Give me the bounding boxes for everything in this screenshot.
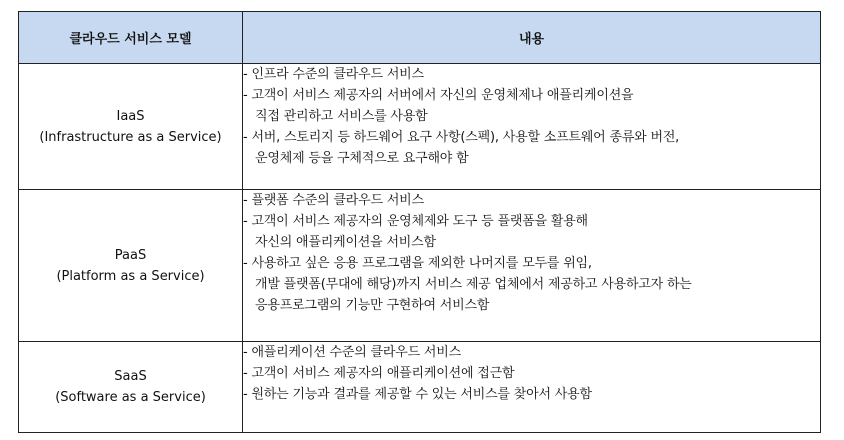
model-cell-iaas	[19, 64, 243, 190]
table-row-saas	[19, 342, 821, 433]
cloud-service-model-table	[18, 11, 821, 433]
list-item: - 원하는 기능과 결과를 제공할 수 있는 서비스를 찾아서 사용함	[243, 384, 820, 405]
model-name: IaaS	[116, 108, 145, 124]
list-item: - 서버, 스토리지 등 하드웨어 요구 사항(스펙), 사용할 소프트웨어 종류와 버전, 운영체제 등을 구체적으로 요구해야 함	[243, 127, 820, 169]
table-row-iaas	[19, 64, 821, 190]
list-item: - 고객이 서비스 제공자의 서버에서 자신의 운영체제나 애플리케이션을 직접 관리하고 서비스를 사용함	[243, 85, 820, 127]
model-cell-saas	[19, 342, 243, 433]
model-cell-paas	[19, 190, 243, 342]
model-name: PaaS	[114, 247, 147, 263]
model-name: SaaS	[114, 369, 147, 384]
list-item: - 고객이 서비스 제공자의 운영체제와 도구 등 플랫폼을 활용해 자신의 애플리케이션을 서비스함	[243, 211, 820, 253]
header-content: 내용	[243, 12, 821, 64]
model-full-name: (Infrastructure as a Service)	[39, 129, 222, 145]
table-row-paas	[19, 190, 821, 342]
bullet-list	[243, 190, 820, 316]
list-item: - 애플리케이션 수준의 클라우드 서비스	[243, 342, 820, 363]
header-model: 클라우드 서비스 모델	[19, 12, 243, 64]
bullet-list	[243, 342, 820, 405]
bullet-list	[243, 64, 820, 169]
content-cell-iaas	[243, 64, 821, 190]
list-item: - 플랫폼 수준의 클라우드 서비스	[243, 190, 820, 211]
content-cell-saas	[243, 342, 821, 433]
list-item: - 고객이 서비스 제공자의 애플리케이션에 접근함	[243, 363, 820, 384]
content-cell-paas	[243, 190, 821, 342]
list-item: - 사용하고 싶은 응용 프로그램을 제외한 나머지를 모두를 위임, 개발 플랫폼(무대에 해당)까지 서비스 제공 업체에서 제공하고 사용하고자 하는 응용프로그램의 기능만 구현하여 서비스함	[243, 253, 820, 316]
list-item: - 인프라 수준의 클라우드 서비스	[243, 64, 820, 85]
header-row	[19, 12, 821, 64]
model-full-name: (Platform as a Service)	[56, 268, 205, 284]
model-full-name: (Software as a Service)	[55, 390, 206, 405]
